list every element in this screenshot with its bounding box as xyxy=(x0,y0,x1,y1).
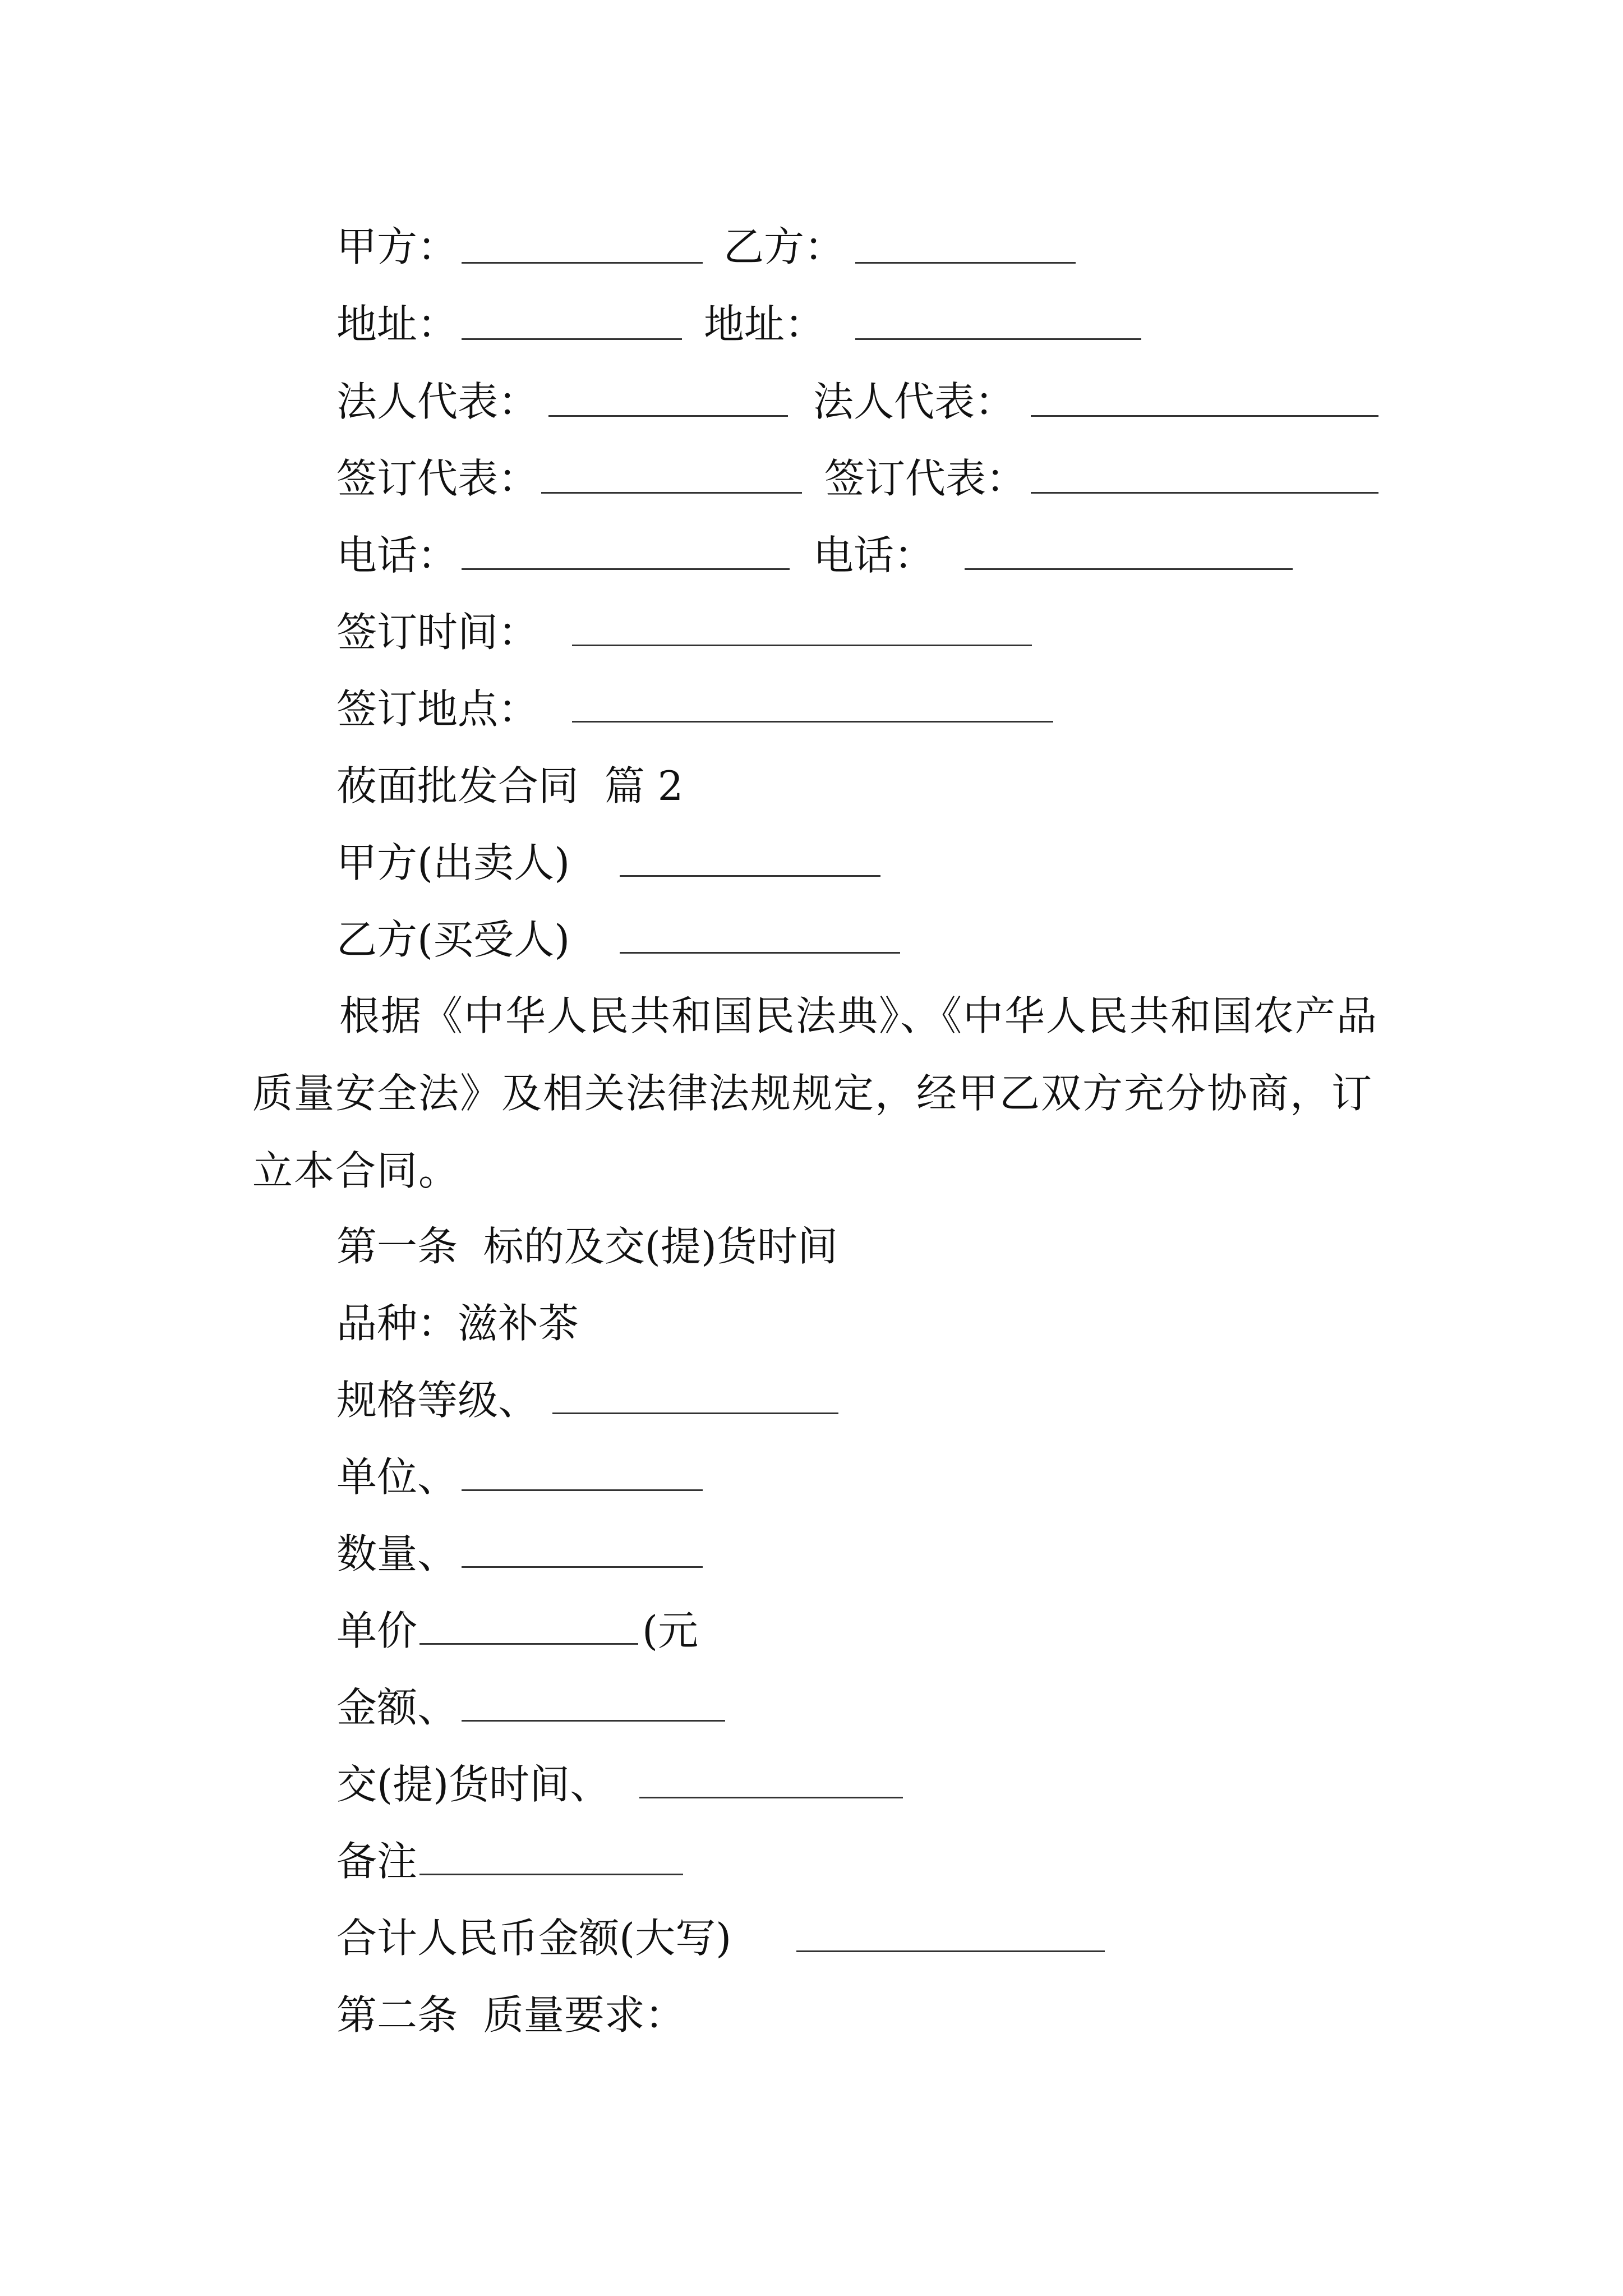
address-a-blank[interactable] xyxy=(462,338,682,340)
signing-rep-a-label: 签订代表： xyxy=(336,455,539,502)
spec-blank[interactable] xyxy=(552,1412,838,1414)
phone-b-label: 电话： xyxy=(813,532,935,579)
legal-rep-a-blank[interactable] xyxy=(548,415,788,417)
amount-blank[interactable] xyxy=(462,1720,725,1722)
total-label: 合计人民币金额(大写) xyxy=(336,1915,732,1962)
party-b-label: 乙方： xyxy=(723,223,845,270)
unit-price-blank[interactable] xyxy=(419,1643,638,1645)
phone-a-label: 电话： xyxy=(336,532,458,579)
phone-b-blank[interactable] xyxy=(965,568,1293,570)
signing-rep-a-blank[interactable] xyxy=(541,492,802,494)
remarks-blank[interactable] xyxy=(419,1874,683,1875)
article-2-title xyxy=(0,1988,685,2096)
legal-rep-a-label: 法人代表： xyxy=(336,378,539,425)
section-title-text: 莜面批发合同 篇 2 xyxy=(336,762,684,809)
signing-time-blank[interactable] xyxy=(572,645,1032,646)
address-b-label: 地址： xyxy=(704,301,826,348)
preamble-paragraph: 根据《中华人民共和国民法典》、《中华人民共和国农产品质量安全法》及相关法律法规规定，经甲乙双方充分协商，订立本合同。 xyxy=(252,992,1378,1194)
signing-rep-b-label: 签订代表： xyxy=(824,455,1027,502)
unit-price-suffix: (元 xyxy=(642,1607,699,1654)
signing-rep-b-blank[interactable] xyxy=(1031,492,1378,494)
variety-text: 品种：滋补茶 xyxy=(336,1300,579,1347)
total-blank[interactable] xyxy=(796,1950,1105,1952)
buyer-blank[interactable] xyxy=(620,952,900,954)
signing-time-label: 签订时间： xyxy=(336,609,539,656)
delivery-time-label: 交(提)货时间、 xyxy=(336,1761,611,1808)
party-b-blank[interactable] xyxy=(855,262,1076,264)
buyer-row xyxy=(0,913,570,1020)
quantity-blank[interactable] xyxy=(462,1566,703,1568)
unit-blank[interactable] xyxy=(462,1489,703,1491)
unit-label: 单位、 xyxy=(336,1453,458,1501)
article-2-title-text: 第二条 质量要求： xyxy=(336,1991,685,2039)
address-b-blank[interactable] xyxy=(855,338,1141,340)
amount-label: 金额、 xyxy=(336,1684,458,1731)
unit-price-label: 单价 xyxy=(336,1607,418,1654)
signing-place-blank[interactable] xyxy=(572,721,1053,723)
delivery-time-blank[interactable] xyxy=(639,1797,903,1798)
party-a-label: 甲方： xyxy=(336,223,458,270)
phone-a-blank[interactable] xyxy=(462,568,790,570)
article-1-title-text: 第一条 标的及交(提)货时间 xyxy=(336,1223,838,1270)
party-a-blank[interactable] xyxy=(462,262,703,264)
spec-label: 规格等级、 xyxy=(336,1377,539,1424)
remarks-label: 备注 xyxy=(336,1838,418,1885)
buyer-label: 乙方(买受人) xyxy=(336,916,570,963)
legal-rep-b-label: 法人代表： xyxy=(813,378,1016,425)
seller-blank[interactable] xyxy=(620,875,880,877)
signing-place-label: 签订地点： xyxy=(336,685,539,733)
legal-rep-b-blank[interactable] xyxy=(1031,415,1378,417)
quantity-label: 数量、 xyxy=(336,1530,458,1577)
address-a-label: 地址： xyxy=(336,301,458,348)
seller-label: 甲方(出卖人) xyxy=(336,839,570,886)
